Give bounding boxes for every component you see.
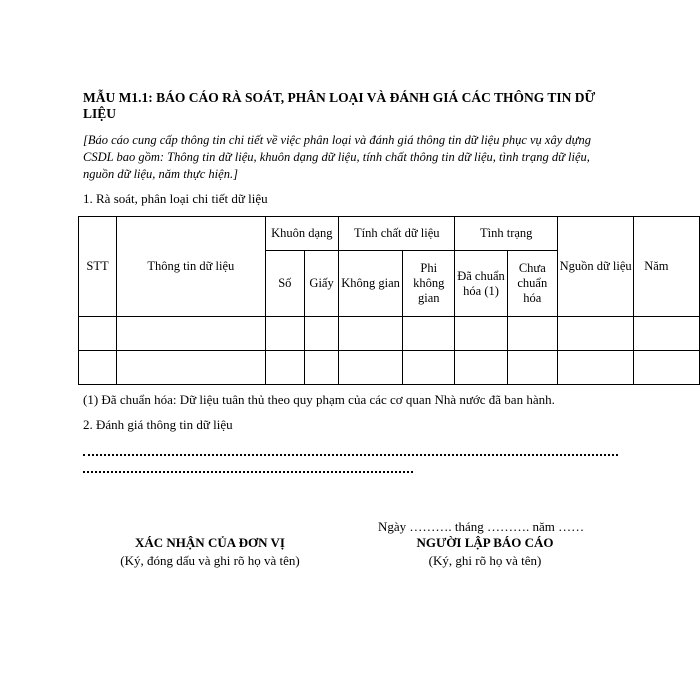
signature-title: NGƯỜI LẬP BÁO CÁO bbox=[416, 535, 554, 550]
data-classification-table bbox=[78, 216, 700, 385]
table-cell[interactable] bbox=[558, 351, 634, 385]
table-cell[interactable] bbox=[79, 317, 117, 351]
table-cell[interactable] bbox=[117, 317, 265, 351]
unit-confirmation-signature-block bbox=[100, 534, 320, 570]
table-cell[interactable] bbox=[339, 351, 403, 385]
table-cell[interactable] bbox=[305, 351, 339, 385]
table-cell[interactable] bbox=[455, 351, 507, 385]
header-nature-nonspatial: Phi không gian bbox=[403, 251, 455, 317]
table-cell[interactable] bbox=[634, 351, 700, 385]
footnote: (1) Đã chuẩn hóa: Dữ liệu tuân thủ theo quy phạm của các cơ quan Nhà nước đã ban hành. bbox=[83, 392, 555, 407]
header-year: Năm bbox=[634, 217, 700, 317]
table-cell[interactable] bbox=[634, 317, 700, 351]
table-cell[interactable] bbox=[455, 317, 507, 351]
header-status: Tình trạng bbox=[455, 217, 558, 251]
dotted-fill-line[interactable] bbox=[83, 442, 618, 456]
table-cell[interactable] bbox=[265, 351, 305, 385]
report-description: [Báo cáo cung cấp thông tin chi tiết về việc phân loại và đánh giá thông tin dữ liệu phục vụ xây dựng CSDL bao gồm: Thông tin dữ liệu, khuôn dạng dữ liệu, tính chất thông tin dữ liệu, tình trạng dữ liệu, nguồn dữ liệu, năm thực hiện.] bbox=[83, 133, 591, 181]
table-cell[interactable] bbox=[265, 317, 305, 351]
header-data-info: Thông tin dữ liệu bbox=[117, 217, 265, 317]
header-status-standardized: Đã chuẩn hóa (1) bbox=[455, 251, 507, 317]
header-format-paper: Giấy bbox=[305, 251, 339, 317]
header-format-digital: Số bbox=[265, 251, 305, 317]
header-data-source: Nguồn dữ liệu bbox=[558, 217, 634, 317]
header-status-not-standardized: Chưa chuẩn hóa bbox=[507, 251, 557, 317]
header-format: Khuôn dạng bbox=[265, 217, 339, 251]
table-cell[interactable] bbox=[507, 317, 557, 351]
date-line: Ngày ………. tháng ………. năm …… bbox=[378, 519, 585, 534]
table-cell[interactable] bbox=[403, 317, 455, 351]
reporter-signature-block bbox=[370, 534, 600, 570]
header-nature-spatial: Không gian bbox=[339, 251, 403, 317]
signature-note: (Ký, đóng dấu và ghi rõ họ và tên) bbox=[120, 553, 300, 568]
header-data-nature: Tính chất dữ liệu bbox=[339, 217, 455, 251]
table-row bbox=[79, 351, 700, 385]
table-cell[interactable] bbox=[558, 317, 634, 351]
table-cell[interactable] bbox=[305, 317, 339, 351]
table-cell[interactable] bbox=[79, 351, 117, 385]
table-cell[interactable] bbox=[403, 351, 455, 385]
dotted-fill-line[interactable] bbox=[83, 459, 413, 473]
header-stt: STT bbox=[79, 217, 117, 317]
signature-note: (Ký, ghi rõ họ và tên) bbox=[428, 553, 542, 568]
signature-title: XÁC NHẬN CỦA ĐƠN VỊ bbox=[135, 535, 285, 550]
table-cell[interactable] bbox=[339, 317, 403, 351]
table-cell[interactable] bbox=[117, 351, 265, 385]
section-1-heading: 1. Rà soát, phân loại chi tiết dữ liệu bbox=[83, 191, 268, 206]
section-2-heading: 2. Đánh giá thông tin dữ liệu bbox=[83, 417, 233, 432]
table-cell[interactable] bbox=[507, 351, 557, 385]
table-row bbox=[79, 317, 700, 351]
page-title: MẪU M1.1: BÁO CÁO RÀ SOÁT, PHÂN LOẠI VÀ ĐÁNH GIÁ CÁC THÔNG TIN DỮ LIỆU bbox=[83, 90, 596, 121]
